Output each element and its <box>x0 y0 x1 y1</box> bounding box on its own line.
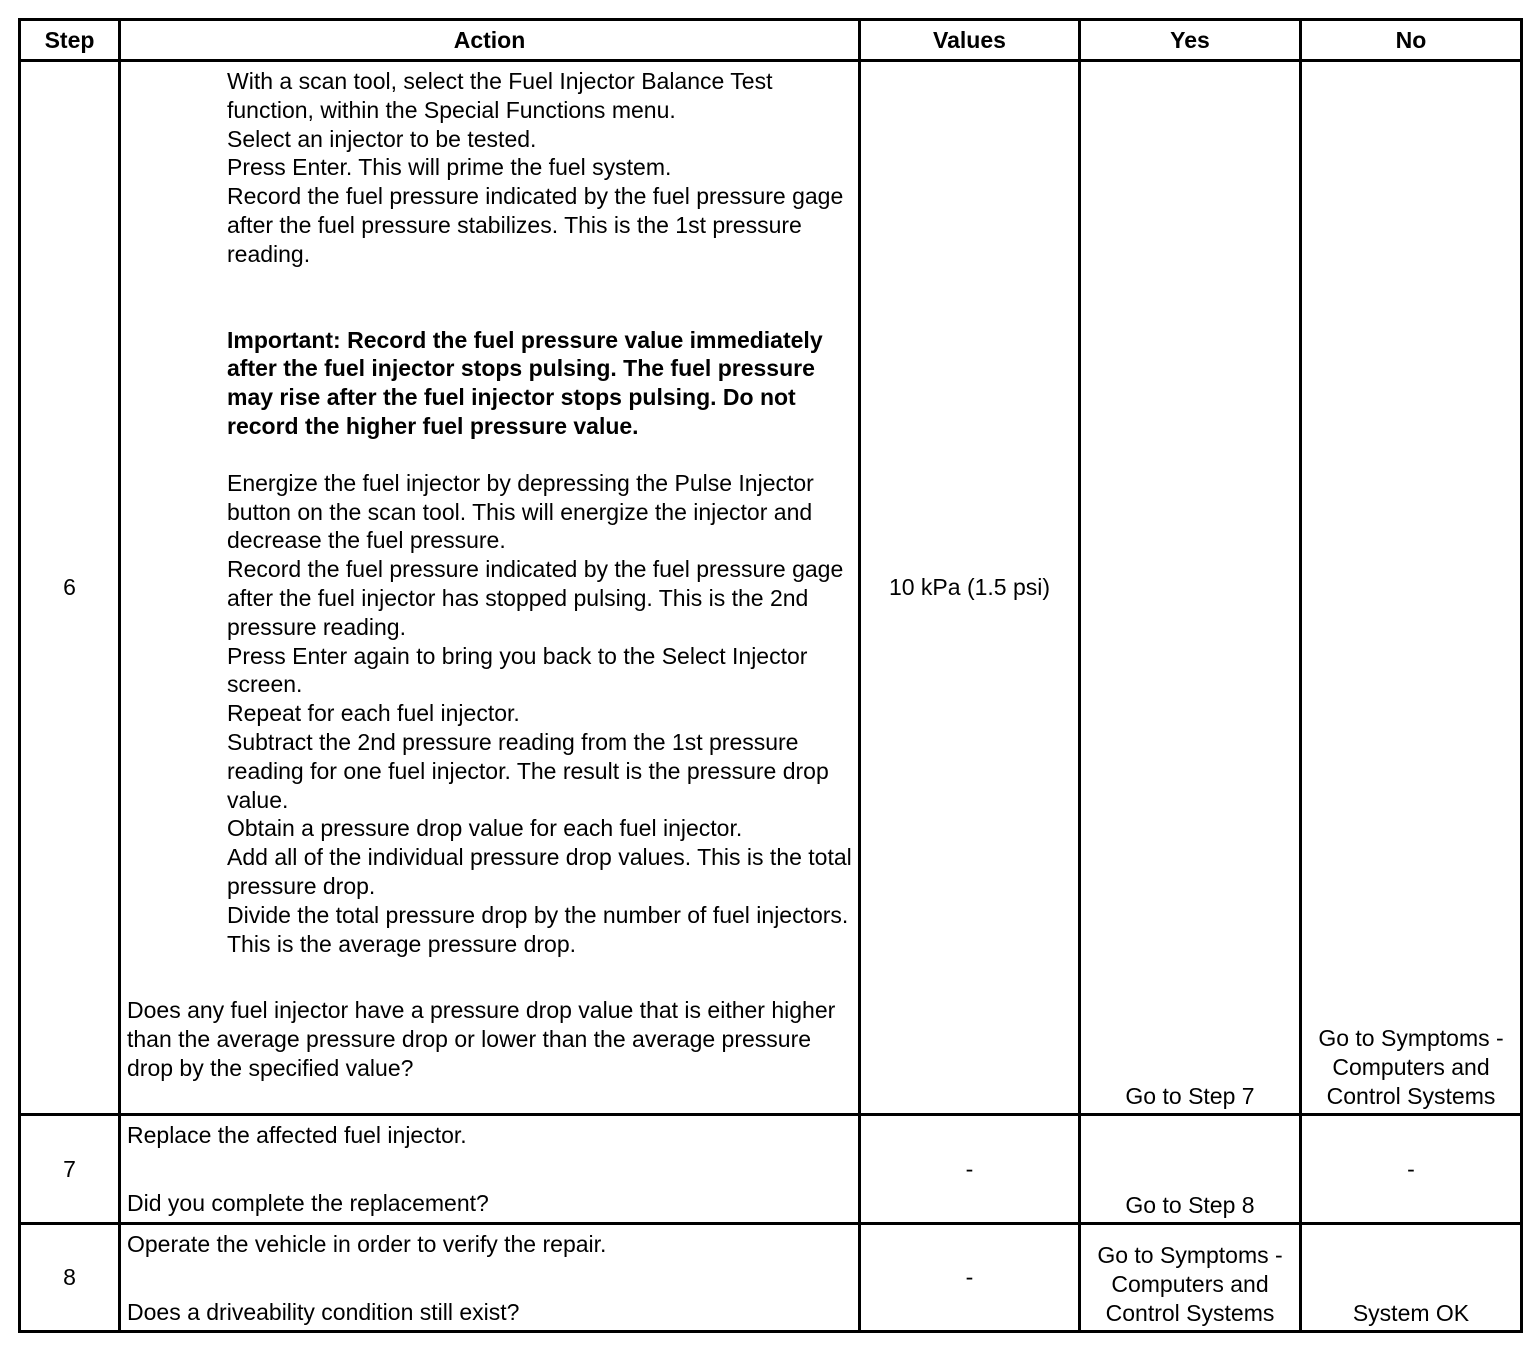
action-question: Did you complete the replacement? <box>127 1189 489 1216</box>
action-question: Does any fuel injector have a pressure drop value that is either higher than the average pressure drop or lower than the average pressure drop by the specified value? <box>127 997 836 1081</box>
no-cell: System OK <box>1301 1224 1522 1332</box>
header-action: Action <box>120 20 860 61</box>
action-step: Obtain a pressure drop value for each fuel injector. <box>227 815 743 842</box>
action-question: Does a driveability condition still exist? <box>127 1298 520 1325</box>
no-cell: Go to Symptoms - Computers and Control Systems <box>1301 61 1522 1115</box>
yes-cell: Go to Step 7 <box>1080 61 1301 1115</box>
action-step: Select an injector to be tested. <box>227 125 537 152</box>
action-step: Repeat for each fuel injector. <box>227 700 520 727</box>
diagnostic-table <box>18 18 1523 1333</box>
header-yes: Yes <box>1080 20 1301 61</box>
header-values: Values <box>860 20 1080 61</box>
action-cell <box>120 1115 860 1224</box>
action-step: Record the fuel pressure indicated by the fuel pressure gage after the fuel pressure stabilizes. This is the 1st pressure reading. <box>227 183 844 267</box>
action-text: Operate the vehicle in order to verify the repair. <box>127 1231 607 1257</box>
action-step: Subtract the 2nd pressure reading from the 1st pressure reading for one fuel injector. The result is the pressure drop value. <box>227 728 829 813</box>
header-no: No <box>1301 20 1522 61</box>
step-number: 7 <box>20 1115 120 1224</box>
value-cell: 10 kPa (1.5 psi) <box>860 61 1080 1115</box>
action-text: Replace the affected fuel injector. <box>127 1122 467 1148</box>
yes-cell: Go to Step 8 <box>1080 1115 1301 1224</box>
value-cell: - <box>860 1115 1080 1224</box>
no-cell: - <box>1301 1115 1522 1224</box>
action-step: Record the fuel pressure indicated by the fuel pressure gage after the fuel injector has stopped pulsing. This is the 2nd pressure reading. <box>227 556 844 640</box>
yes-cell: Go to Symptoms - Computers and Control Systems <box>1080 1224 1301 1332</box>
header-step: Step <box>20 20 120 61</box>
action-step: Energize the fuel injector by depressing the Pulse Injector button on the scan tool. This will energize the injector and decrease the fuel pressure. <box>227 469 814 554</box>
action-cell <box>120 61 860 1115</box>
value-cell: - <box>860 1224 1080 1332</box>
step-number: 8 <box>20 1224 120 1332</box>
important-note: Important: Record the fuel pressure value immediately after the fuel injector stops pulsing. The fuel pressure may rise after the fuel injector stops pulsing. Do not record the higher fuel pressure value. <box>227 326 823 439</box>
action-step: With a scan tool, select the Fuel Injector Balance Test function, within the Special Functions menu. <box>227 68 773 123</box>
step-number: 6 <box>20 61 120 1115</box>
action-cell <box>120 1224 860 1332</box>
action-step: Divide the total pressure drop by the number of fuel injectors. This is the average pressure drop. <box>227 901 849 957</box>
action-step: Press Enter. This will prime the fuel system. <box>227 154 672 181</box>
header-row <box>20 20 1522 61</box>
action-list-a <box>121 67 858 958</box>
action-step: Press Enter again to bring you back to the Select Injector screen. <box>227 642 808 698</box>
table-row <box>20 1224 1522 1332</box>
table-row <box>20 1115 1522 1224</box>
table-row <box>20 61 1522 1115</box>
action-step: Add all of the individual pressure drop values. This is the total pressure drop. <box>227 844 852 899</box>
